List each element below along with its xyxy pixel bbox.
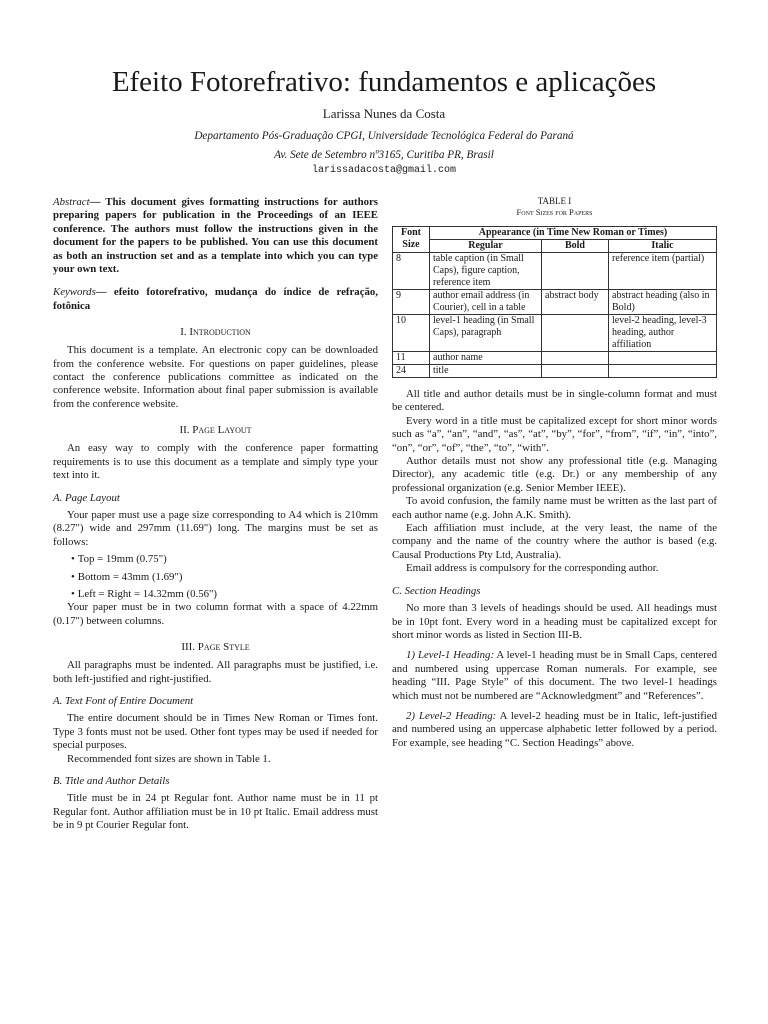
abstract-text: — This document gives formatting instructions for authors preparing papers for publication in the Proceedings of an IEEE conference. The authors must follow the instructions given in the document for the papers to be published. You can use this document as both an instruction set and as a template into which you can type your own text. bbox=[53, 196, 378, 276]
author-details-paragraph: Author details must not show any professional title (e.g. Managing Director), any academic title (e.g. Dr.) or any membership of any professional organization (e.g. Senior Member IEEE). bbox=[392, 455, 717, 494]
table-cell-bold bbox=[542, 315, 609, 352]
two-column-paragraph: Your paper must be in two column format with a space of 4.22mm (0.17") between columns. bbox=[53, 601, 378, 627]
level-2-heading-paragraph bbox=[392, 710, 717, 750]
table-row bbox=[393, 315, 717, 352]
table-label: TABLE I bbox=[537, 196, 572, 206]
table-cell-bold: abstract body bbox=[542, 290, 609, 315]
heading-page-layout: II. Page Layout bbox=[179, 424, 252, 437]
level-1-heading-label: 1) Level-1 Heading: bbox=[406, 649, 495, 662]
table-cell-size: 9 bbox=[393, 290, 430, 315]
table-cell-bold bbox=[542, 352, 609, 365]
table-cell-size: 10 bbox=[393, 315, 430, 352]
table-title: Font Sizes for Papers bbox=[516, 207, 593, 217]
keywords-label: Keywords bbox=[53, 286, 96, 299]
table-cell-bold bbox=[542, 365, 609, 378]
margin-bottom-item: • Bottom = 43mm (1.69") bbox=[53, 571, 378, 584]
level-1-heading-paragraph bbox=[392, 649, 717, 703]
table-cell-regular: table caption (in Small Caps), figure caption, reference item bbox=[430, 253, 542, 290]
page-style-paragraph: All paragraphs must be indented. All paragraphs must be justified, i.e. both left-justified and right-justified. bbox=[53, 659, 378, 685]
author-email: larissadacosta@gmail.com bbox=[311, 165, 457, 176]
table-cell-italic: reference item (partial) bbox=[609, 253, 717, 290]
subheading-text-font: A. Text Font of Entire Document bbox=[53, 694, 194, 707]
table-cell-italic: abstract heading (also in Bold) bbox=[609, 290, 717, 315]
affiliation-paragraph: Each affiliation must include, at the very least, the name of the company and the name of the country where the author is based (e.g. Causal Productions Pty Ltd, Australia). bbox=[392, 522, 717, 561]
table-row bbox=[393, 290, 717, 315]
email-compulsory-paragraph: Email address is compulsory for the corresponding author. bbox=[406, 562, 659, 575]
table-cell-size: 11 bbox=[393, 352, 430, 365]
introduction-paragraph: This document is a template. An electronic copy can be downloaded from the conference website. For questions on paper guidelines, please contact the conference publications committee as indicated on the conference website. Information about final paper submission is available from the conference website. bbox=[53, 344, 378, 410]
subheading-title-author: B. Title and Author Details bbox=[53, 775, 170, 787]
author-affiliation-department: Departamento Pós-Graduação CPGI, Universidade Tecnológica Federal do Paraná bbox=[194, 130, 574, 142]
author-affiliation-address: Av. Sete de Setembro nº3165, Curitiba PR, Brasil bbox=[274, 149, 494, 161]
family-name-paragraph: To avoid confusion, the family name must be written as the last part of each author name (e.g. John A.K. Smith). bbox=[392, 495, 717, 521]
table-cell-regular: author email address (in Courier), cell in a table bbox=[430, 290, 542, 315]
table-header-bold: Bold bbox=[542, 240, 609, 253]
table-header-size: Font Size bbox=[393, 227, 430, 253]
subheading-page-layout: A. Page Layout bbox=[53, 491, 120, 504]
author-name: Larissa Nunes da Costa bbox=[322, 106, 446, 121]
page-size-paragraph: Your paper must use a page size corresponding to A4 which is 210mm (8.27") wide and 297mm (11.69") long. The margins must be set as follows: bbox=[53, 508, 378, 548]
table-row bbox=[393, 352, 717, 365]
table-cell-size: 8 bbox=[393, 253, 430, 290]
level-2-heading-text: A level-2 heading must be in Italic, left-justified and numbered using an uppercase alphabetic letter followed by a period. For example, see heading “C. Section Headings” above. bbox=[392, 709, 718, 749]
section-headings-paragraph: No more than 3 levels of headings should be used. All headings must be in 10pt font. Every word in a heading must be capitalized except for short minor words as listed in Section III-B. bbox=[392, 602, 717, 641]
table-cell-italic bbox=[609, 365, 717, 378]
table-cell-size: 24 bbox=[393, 365, 430, 378]
table-header-regular: Regular bbox=[430, 240, 542, 253]
title-author-paragraph: Title must be in 24 pt Regular font. Author name must be in 11 pt Regular font. Author affiliation must be in 10 pt Italic. Email address must be in 9 pt Courier Regular font. bbox=[53, 792, 378, 832]
table-row bbox=[393, 365, 717, 378]
table-cell-bold bbox=[542, 253, 609, 290]
text-font-paragraph: The entire document should be in Times New Roman or Times font. Type 3 fonts must not be used. Other font types may be used if needed for special purposes. bbox=[53, 712, 378, 752]
capitalization-paragraph: Every word in a title must be capitalized except for short minor words such as “a”, “an”, “and”, “as”, “at”, “by”, “for”, “from”, “if”, “in”, “into”, “on”, “or”, “of”, “the”, “to”, “with”. bbox=[392, 414, 717, 454]
single-column-paragraph: All title and author details must be in single-column format and must be centered. bbox=[392, 388, 717, 414]
margin-top-item: • Top = 19mm (0.75") bbox=[53, 553, 378, 566]
table-cell-regular: author name bbox=[430, 352, 542, 365]
font-sizes-table bbox=[392, 226, 717, 378]
level-1-heading-text: A level-1 heading must be in Small Caps, centered and numbered using uppercase Roman numerals. For example, see heading “III. Page Style” of this document. The two level-1 headings which must not be numbered are “Acknowledgment” and “References”. bbox=[392, 649, 718, 702]
table-header-italic: Italic bbox=[609, 240, 717, 253]
subheading-section-headings: C. Section Headings bbox=[392, 584, 481, 597]
font-sizes-reference-paragraph: Recommended font sizes are shown in Table 1. bbox=[67, 752, 271, 765]
margin-left-right-item: • Left = Right = 14.32mm (0.56") bbox=[53, 588, 378, 601]
table-cell-regular: level-1 heading (in Small Caps), paragraph bbox=[430, 315, 542, 352]
level-2-heading-label: 2) Level-2 Heading: bbox=[406, 709, 497, 722]
right-column bbox=[392, 196, 717, 750]
left-column bbox=[53, 196, 378, 833]
table-row bbox=[393, 253, 717, 290]
table-cell-regular: title bbox=[430, 365, 542, 378]
heading-page-style: III. Page Style bbox=[181, 641, 250, 654]
paper-title: Efeito Fotorefrativo: fundamentos e aplicações bbox=[111, 66, 657, 98]
table-header-appearance: Appearance (in Time New Roman or Times) bbox=[430, 227, 717, 240]
keywords-text: — efeito fotorefrativo, mudança do índice de refração, fotônica bbox=[53, 286, 378, 312]
page-layout-paragraph: An easy way to comply with the conference paper formatting requirements is to use this document as a template and simply type your text into it. bbox=[53, 442, 378, 482]
keywords bbox=[53, 286, 378, 313]
abstract bbox=[53, 196, 378, 276]
table-cell-italic: level-2 heading, level-3 heading, author affiliation bbox=[609, 315, 717, 352]
heading-introduction: I. Introduction bbox=[180, 326, 251, 339]
table-cell-italic bbox=[609, 352, 717, 365]
abstract-label: Abstract bbox=[53, 196, 90, 208]
